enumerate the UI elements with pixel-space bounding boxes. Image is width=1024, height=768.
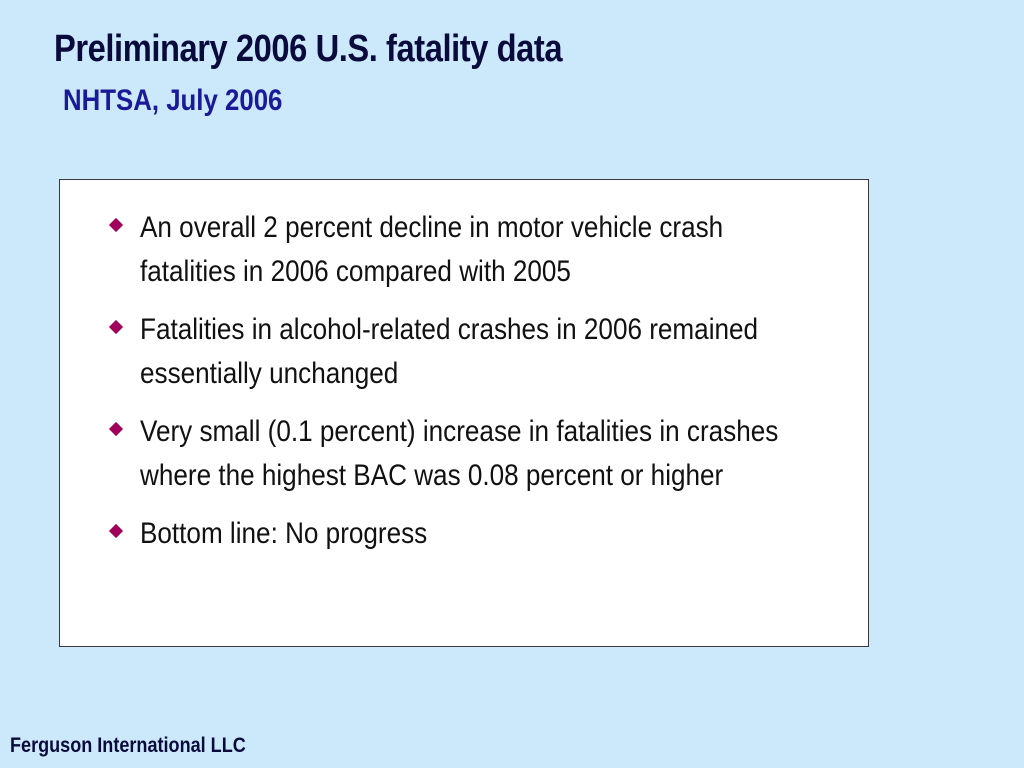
- slide-title: Preliminary 2006 U.S. fatality data: [54, 28, 563, 70]
- bullet-item: [106, 308, 846, 396]
- bullet-text: Very small (0.1 percent) increase in fatalities in crashes where the highest BAC was 0.08 percent or higher: [140, 415, 779, 492]
- slide-subtitle: NHTSA, July 2006: [63, 84, 283, 117]
- footer-company-name: Ferguson International LLC: [10, 734, 246, 757]
- bullet-text: Bottom line: No progress: [140, 517, 428, 550]
- diamond-bullet-icon: [109, 422, 123, 436]
- diamond-bullet-icon: [109, 218, 123, 232]
- bullet-item: [106, 512, 846, 556]
- diamond-bullet-icon: [109, 524, 123, 538]
- bullet-text: An overall 2 percent decline in motor vehicle crash fatalities in 2006 compared with 2005: [140, 211, 724, 288]
- bullet-list: [106, 206, 846, 570]
- diamond-bullet-icon: [109, 320, 123, 334]
- bullet-item: [106, 410, 846, 498]
- bullet-item: [106, 206, 846, 294]
- content-box: [59, 179, 869, 647]
- bullet-text: Fatalities in alcohol-related crashes in 2006 remained essentially unchanged: [140, 313, 759, 390]
